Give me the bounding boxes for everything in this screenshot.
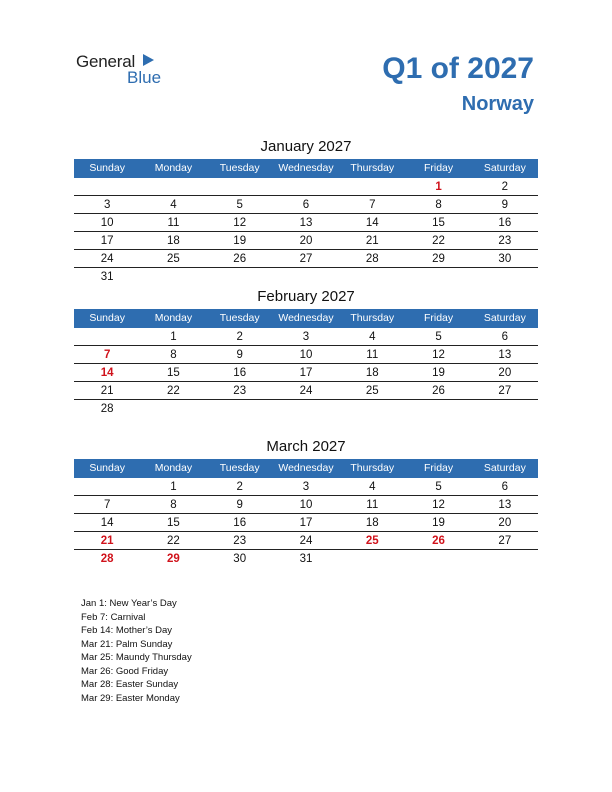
weekday-header <box>74 459 538 478</box>
day-cell <box>472 268 538 286</box>
weekday-label: Friday <box>423 162 454 174</box>
day-cell: 1 <box>170 331 177 343</box>
week-row <box>74 496 538 514</box>
weekday-label: Thursday <box>350 462 395 474</box>
day-cell: 13 <box>498 499 512 511</box>
week-row <box>74 178 538 196</box>
day-cell: 24 <box>299 385 313 397</box>
weekday-label: Sunday <box>89 162 125 174</box>
day-cell: 21 <box>365 235 379 247</box>
day-cell <box>273 400 339 418</box>
day-cell: 7 <box>369 199 376 211</box>
week-row <box>74 382 538 400</box>
day-cell <box>339 550 405 568</box>
weekday-label: Sunday <box>89 462 125 474</box>
day-cell <box>339 400 405 418</box>
day-cell: 2 <box>236 331 243 343</box>
week-row <box>74 214 538 232</box>
day-cell <box>472 550 538 568</box>
day-cell: 28 <box>100 553 114 565</box>
day-cell: 11 <box>366 499 379 511</box>
day-cell <box>273 178 339 195</box>
day-cell <box>273 268 339 286</box>
weekday-label: Tuesday <box>219 312 260 324</box>
month-calendar <box>74 137 538 286</box>
day-cell <box>207 178 273 195</box>
holiday-item: Feb 14: Mother’s Day <box>81 625 172 636</box>
day-cell <box>405 400 471 418</box>
day-cell: 15 <box>167 517 180 529</box>
day-cell: 2 <box>501 181 509 193</box>
day-cell: 9 <box>236 349 243 361</box>
weekday-label: Tuesday <box>219 462 260 474</box>
day-cell <box>405 268 471 286</box>
day-cell: 3 <box>103 199 111 211</box>
day-cell: 4 <box>369 331 376 343</box>
day-cell: 22 <box>167 385 180 397</box>
day-cell: 23 <box>233 535 247 547</box>
week-row <box>74 232 538 250</box>
day-cell: 25 <box>365 385 379 397</box>
day-cell: 6 <box>501 481 509 493</box>
day-cell: 19 <box>432 367 445 379</box>
day-cell: 4 <box>170 199 177 211</box>
day-cell: 1 <box>435 181 442 193</box>
holiday-item: Feb 7: Carnival <box>81 611 146 623</box>
weekday-label: Friday <box>423 312 454 324</box>
day-cell <box>140 268 206 286</box>
day-cell: 17 <box>299 367 313 379</box>
day-cell <box>140 400 206 418</box>
weekday-label: Wednesday <box>278 462 334 474</box>
day-cell: 6 <box>501 331 509 343</box>
day-cell: 10 <box>299 499 313 511</box>
day-cell: 10 <box>100 217 114 229</box>
day-cell: 28 <box>365 253 379 265</box>
day-cell: 13 <box>299 217 313 229</box>
weekday-label: Monday <box>154 312 193 324</box>
day-cell: 19 <box>432 517 445 529</box>
day-cell: 14 <box>100 517 114 529</box>
day-cell <box>339 178 405 195</box>
day-cell: 17 <box>299 517 313 529</box>
weekday-label: Thursday <box>350 312 395 324</box>
day-cell: 26 <box>233 253 247 265</box>
day-cell: 16 <box>233 517 247 529</box>
day-cell: 23 <box>233 385 247 397</box>
day-cell <box>140 178 206 195</box>
day-cell <box>472 400 538 418</box>
day-cell <box>339 268 405 286</box>
day-cell: 18 <box>365 517 379 529</box>
day-cell: 8 <box>170 499 177 511</box>
weekday-label: Friday <box>423 462 454 474</box>
day-cell: 18 <box>365 367 379 379</box>
logo-flag-icon <box>143 54 154 66</box>
day-cell: 30 <box>498 253 512 265</box>
day-cell: 7 <box>103 499 111 511</box>
weekday-label: Wednesday <box>278 312 334 324</box>
day-cell: 27 <box>498 385 512 397</box>
week-row <box>74 478 538 496</box>
day-cell: 24 <box>299 535 313 547</box>
day-cell: 25 <box>365 535 379 547</box>
month-title: February 2027 <box>257 288 355 305</box>
day-cell: 12 <box>233 217 247 229</box>
day-cell: 21 <box>100 535 114 547</box>
day-cell: 16 <box>498 217 512 229</box>
day-cell: 12 <box>432 349 445 361</box>
day-cell: 17 <box>100 235 114 247</box>
day-cell: 5 <box>236 199 243 211</box>
day-cell: 15 <box>432 217 445 229</box>
holiday-list <box>81 597 192 705</box>
day-cell: 15 <box>167 367 180 379</box>
day-cell: 3 <box>302 331 310 343</box>
week-row <box>74 250 538 268</box>
day-cell: 5 <box>435 331 442 343</box>
day-cell: 28 <box>100 403 114 415</box>
day-cell: 13 <box>498 349 512 361</box>
day-cell: 9 <box>236 499 243 511</box>
day-cell: 26 <box>432 385 445 397</box>
weekday-label: Sunday <box>89 312 125 324</box>
day-cell: 11 <box>366 349 379 361</box>
day-cell: 14 <box>365 217 379 229</box>
week-row <box>74 550 538 568</box>
month-title: March 2027 <box>266 438 346 455</box>
week-row <box>74 268 538 286</box>
day-cell: 20 <box>498 517 512 529</box>
day-cell: 21 <box>100 385 114 397</box>
day-cell: 4 <box>369 481 376 493</box>
day-cell <box>207 268 273 286</box>
day-cell: 8 <box>170 349 177 361</box>
day-cell: 6 <box>302 199 310 211</box>
day-cell: 27 <box>299 253 313 265</box>
day-cell: 3 <box>302 481 310 493</box>
weekday-label: Monday <box>154 162 193 174</box>
day-cell: 16 <box>233 367 247 379</box>
holiday-item: Mar 29: Easter Monday <box>81 692 180 704</box>
day-cell: 26 <box>432 535 445 547</box>
month-calendar <box>74 287 538 418</box>
weekday-label: Saturday <box>483 162 526 174</box>
day-cell: 22 <box>432 235 445 247</box>
weekday-label: Wednesday <box>278 162 334 174</box>
day-cell: 9 <box>501 199 509 211</box>
holiday-item: Mar 26: Good Friday <box>81 665 169 677</box>
day-cell: 31 <box>299 553 313 565</box>
holiday-item: Mar 28: Easter Sunday <box>81 679 179 690</box>
day-cell: 24 <box>100 253 114 265</box>
week-row <box>74 400 538 418</box>
day-cell: 23 <box>498 235 512 247</box>
day-cell: 7 <box>103 349 111 361</box>
holiday-item: Mar 25: Maundy Thursday <box>81 652 192 663</box>
day-cell <box>74 328 140 345</box>
logo-text-blue: Blue <box>127 68 162 87</box>
day-cell: 19 <box>233 235 247 247</box>
day-cell: 2 <box>236 481 243 493</box>
weekday-label: Saturday <box>483 462 526 474</box>
day-cell: 20 <box>299 235 313 247</box>
week-row <box>74 532 538 550</box>
weekday-header <box>74 159 538 178</box>
day-cell: 11 <box>167 217 180 229</box>
day-cell: 8 <box>435 199 442 211</box>
page-title: Q1 of 2027 <box>382 52 534 85</box>
day-cell <box>207 400 273 418</box>
day-cell: 27 <box>498 535 512 547</box>
day-cell: 14 <box>100 367 114 379</box>
day-cell: 30 <box>233 553 247 565</box>
day-cell: 31 <box>100 271 114 283</box>
week-row <box>74 196 538 214</box>
day-cell: 18 <box>167 235 180 247</box>
week-row <box>74 328 538 346</box>
day-cell: 20 <box>498 367 512 379</box>
day-cell: 5 <box>435 481 442 493</box>
holiday-item: Mar 21: Palm Sunday <box>81 638 173 650</box>
holiday-item: Jan 1: New Year’s Day <box>81 598 177 609</box>
day-cell: 25 <box>167 253 180 265</box>
month-title: January 2027 <box>260 138 352 155</box>
day-cell: 29 <box>432 253 445 265</box>
day-cell <box>74 478 140 495</box>
logo <box>76 52 186 92</box>
weekday-header <box>74 309 538 328</box>
weekday-label: Saturday <box>483 312 526 324</box>
day-cell <box>74 178 140 195</box>
day-cell <box>405 550 471 568</box>
month-calendar <box>74 437 538 568</box>
weekday-label: Monday <box>154 462 193 474</box>
week-row <box>74 346 538 364</box>
day-cell: 22 <box>167 535 180 547</box>
weekday-label: Tuesday <box>219 162 260 174</box>
week-row <box>74 364 538 382</box>
weekday-label: Thursday <box>350 162 395 174</box>
day-cell: 12 <box>432 499 445 511</box>
week-row <box>74 514 538 532</box>
day-cell: 1 <box>170 481 177 493</box>
day-cell: 10 <box>299 349 313 361</box>
country-name: Norway <box>461 93 534 115</box>
day-cell: 29 <box>167 553 180 565</box>
logo-text-general: General <box>76 52 136 71</box>
